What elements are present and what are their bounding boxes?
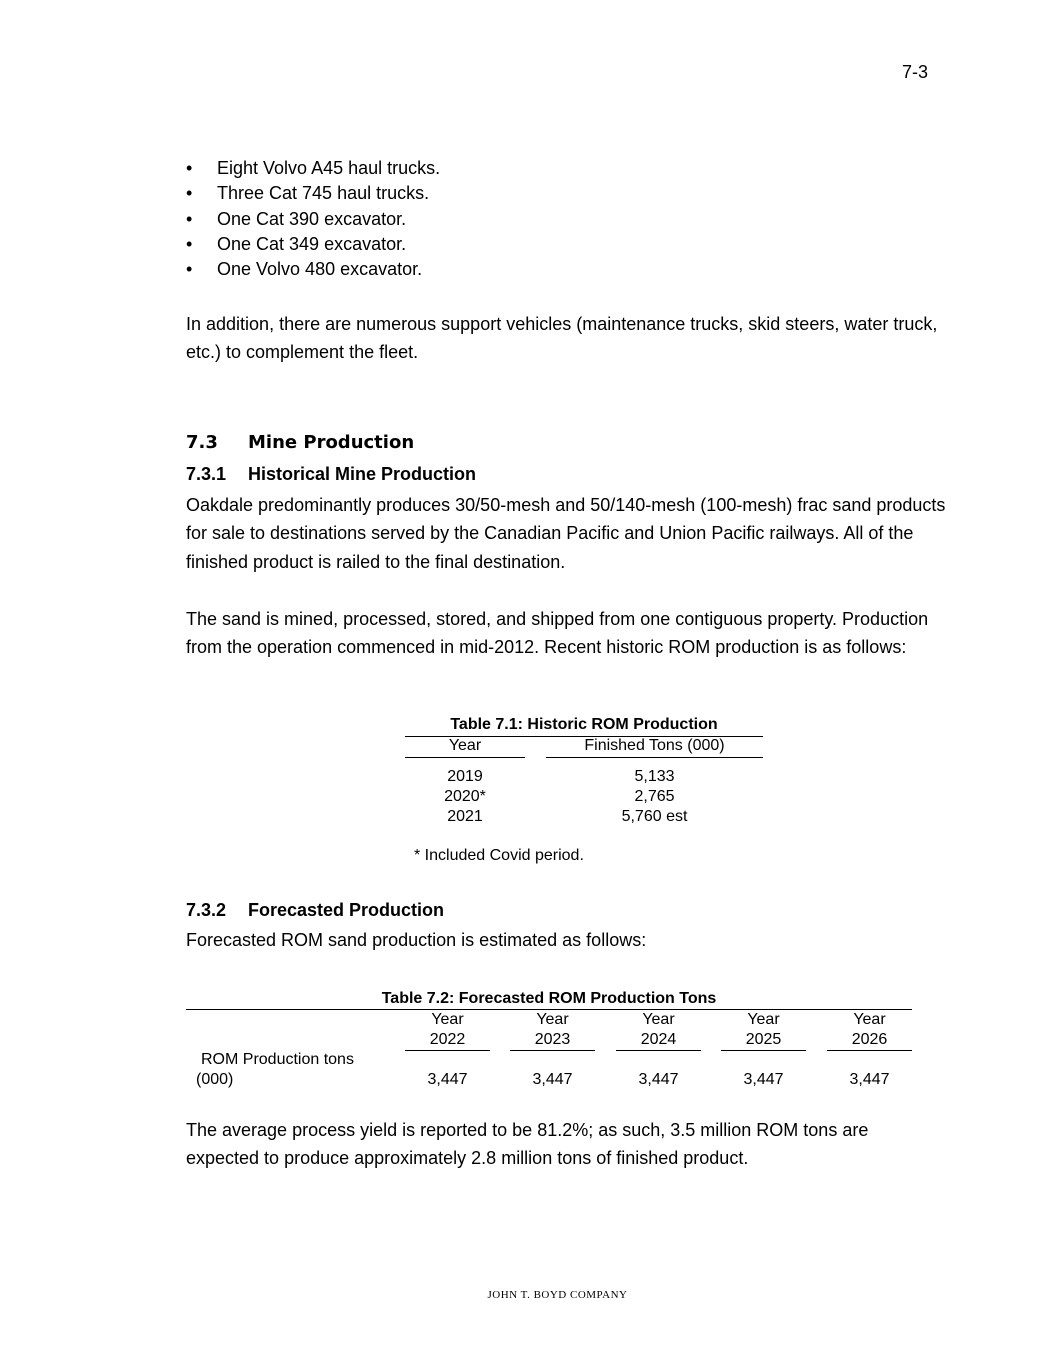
subsection-title: Historical Mine Production xyxy=(248,464,477,484)
column-header-tons: Finished Tons (000) xyxy=(584,737,725,754)
table-row xyxy=(405,807,763,827)
list-item-text: Eight Volvo A45 haul trucks. xyxy=(217,158,441,178)
sand-production-paragraph: The sand is mined, processed, stored, and shipped from one contiguous property. Production from the operation commenced in mid-2012. Recent historic ROM production is as follows: xyxy=(186,609,929,658)
bullet-icon: • xyxy=(186,208,193,229)
column-header-2026: Year 2026 xyxy=(851,1011,888,1048)
list-item xyxy=(186,257,440,282)
header-underline xyxy=(827,1050,912,1051)
subsection-number: 7.3.1 xyxy=(186,464,227,484)
table-row xyxy=(405,787,763,807)
year-cell: 2021 xyxy=(447,808,483,825)
table-title: Table 7.1: Historic ROM Production xyxy=(450,716,718,733)
section-heading-7-3 xyxy=(186,432,414,453)
row-label: ROM Production tons (000) xyxy=(196,1051,354,1088)
list-item-text: One Volvo 480 excavator. xyxy=(217,259,423,280)
bullet-icon: • xyxy=(186,158,193,178)
tons-cell: 2,765 xyxy=(634,788,675,805)
header-underline xyxy=(405,1050,490,1051)
equipment-list xyxy=(186,156,440,282)
header-underline xyxy=(721,1050,806,1051)
table-title: Table 7.2: Forecasted ROM Production Tons xyxy=(381,990,717,1007)
subsection-title: Forecasted Production xyxy=(248,900,445,920)
subsection-number: 7.3.2 xyxy=(186,900,227,920)
column-header-2024: Year 2024 xyxy=(640,1011,677,1048)
list-item xyxy=(186,207,440,232)
company-footer: JOHN T. BOYD COMPANY xyxy=(487,1289,628,1301)
header-underline xyxy=(616,1050,701,1051)
value-cell: 3,447 xyxy=(532,1071,573,1088)
page-number: 7-3 xyxy=(902,62,929,82)
bullet-icon: • xyxy=(186,233,193,254)
header-underline xyxy=(510,1050,595,1051)
tons-cell: 5,133 xyxy=(634,768,675,785)
year-cell: 2020* xyxy=(444,788,486,805)
subsection-heading-7-3-1 xyxy=(186,464,476,485)
value-cell: 3,447 xyxy=(743,1071,784,1088)
section-title: Mine Production xyxy=(248,432,415,453)
forecast-paragraph: Forecasted ROM sand production is estimated as follows: xyxy=(186,930,647,950)
support-vehicles-paragraph: In addition, there are numerous support vehicles (maintenance trucks, skid steers, water truck, etc.) to complement the fleet. xyxy=(186,314,938,363)
tons-cell: 5,760 est xyxy=(621,808,688,825)
bullet-icon: • xyxy=(186,183,193,204)
table-note: * Included Covid period. xyxy=(414,847,584,864)
section-number: 7.3 xyxy=(186,432,218,453)
subsection-heading-7-3-2 xyxy=(186,900,444,921)
list-item xyxy=(186,232,440,257)
column-header-2025: Year 2025 xyxy=(745,1011,782,1048)
list-item-text: Three Cat 745 haul trucks. xyxy=(217,183,430,204)
value-cell: 3,447 xyxy=(849,1071,890,1088)
list-item xyxy=(186,181,440,206)
bullet-icon: • xyxy=(186,259,193,280)
list-item-text: One Cat 390 excavator. xyxy=(217,208,407,229)
list-item xyxy=(186,156,440,181)
header-underline xyxy=(405,757,525,758)
value-cell: 3,447 xyxy=(638,1071,679,1088)
table-row xyxy=(405,767,763,787)
header-underline xyxy=(546,757,763,758)
column-header-2023: Year 2023 xyxy=(534,1011,571,1048)
list-item-text: One Cat 349 excavator. xyxy=(217,233,407,254)
yield-paragraph: The average process yield is reported to be 81.2%; as such, 3.5 million ROM tons are expected to produce approximately 2.8 million tons of finished product. xyxy=(186,1120,869,1169)
column-header-year: Year xyxy=(448,737,482,754)
oakdale-paragraph: Oakdale predominantly produces 30/50-mesh and 50/140-mesh (100-mesh) frac sand products for sale to destinations served by the Canadian Pacific and Union Pacific railways. All of the finished product is railed to the final destination. xyxy=(186,495,946,572)
column-header-2022: Year 2022 xyxy=(429,1011,466,1048)
year-cell: 2019 xyxy=(447,768,483,785)
value-cell: 3,447 xyxy=(427,1071,468,1088)
